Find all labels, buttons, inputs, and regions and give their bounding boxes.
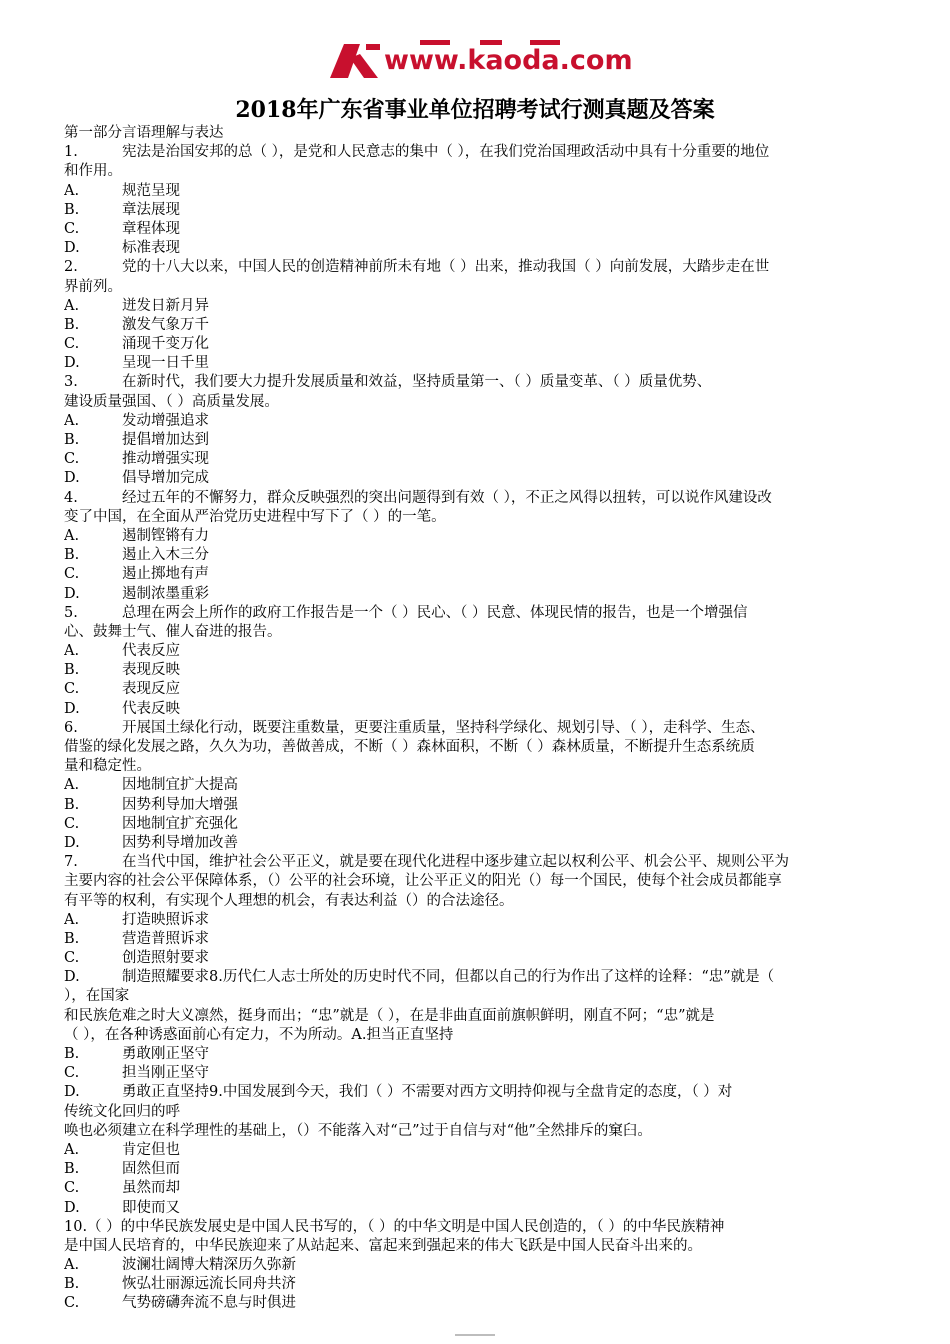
text-line [64, 892, 904, 911]
line-text: 界前列。 [64, 278, 122, 295]
question-number: 2. [64, 259, 78, 276]
line-text: 宪法是治国安邦的总（ ），是党和人民意志的集中（ ），在我们党治国理政活动中具有十分重要的地位 [122, 144, 770, 161]
option-letter: D. [64, 470, 80, 487]
line-text: 因势利导增加改善 [122, 834, 238, 851]
text-line [64, 1007, 904, 1026]
answer-option [64, 431, 904, 450]
text-line [64, 623, 904, 642]
answer-option [64, 1179, 904, 1198]
answer-option [64, 642, 904, 661]
site-logo[interactable] [330, 40, 660, 84]
line-text: 迸发日新月异 [122, 297, 209, 314]
line-text: 党的十八大以来，中国人民的创造精神前所未有地（ ）出来，推动我国（ ）向前发展，大踏步走在世 [122, 259, 770, 276]
option-letter: C. [64, 566, 80, 583]
answer-option [64, 565, 904, 584]
option-letter: B. [64, 1276, 80, 1293]
option-letter: B. [64, 930, 80, 947]
line-text: 遏止入木三分 [122, 547, 209, 564]
line-text: 担当刚正坚守 [122, 1065, 209, 1082]
answer-option [64, 796, 904, 815]
answer-option [64, 700, 904, 719]
option-letter: D. [64, 1199, 80, 1216]
text-line [64, 757, 904, 776]
text-line [64, 162, 904, 181]
document-body [64, 124, 904, 1314]
line-text: 表现反映 [122, 662, 180, 679]
text-line [64, 1122, 904, 1141]
line-text: 呈现一日千里 [122, 355, 209, 372]
answer-option [64, 201, 904, 220]
line-text: 10.（ ）的中华民族发展史是中国人民书写的，（ ）的中华文明是中国人民创造的，（ ）的中华民族精神 [64, 1218, 725, 1235]
line-text: 勇敢刚正坚守 [122, 1046, 209, 1062]
question-list [64, 143, 904, 1313]
answer-option [64, 968, 904, 987]
line-text: 和民族危难之时大义凛然，挺身而出；“忠”就是（ ），在是非曲直面前旗帜鲜明，刚直不阿；“忠”就是 [64, 1007, 715, 1024]
option-letter: B. [64, 1161, 80, 1178]
answer-option [64, 1275, 904, 1294]
option-letter: D. [64, 969, 80, 986]
logo-mark-icon [330, 44, 382, 78]
option-letter: A. [64, 911, 80, 928]
document-title: 2018年广东省事业单位招聘考试行测真题及答案 [235, 97, 715, 123]
question-line [64, 853, 904, 872]
option-letter: B. [64, 547, 80, 564]
answer-option [64, 239, 904, 258]
answer-option [64, 182, 904, 201]
section-heading: 第一部分言语理解与表达 [64, 125, 224, 141]
line-text: 和作用。 [64, 163, 122, 180]
text-line [64, 393, 904, 412]
option-letter: B. [64, 796, 80, 813]
answer-option [64, 1160, 904, 1179]
answer-option [64, 930, 904, 949]
option-letter: C. [64, 1295, 80, 1312]
answer-option [64, 220, 904, 239]
line-text: 借鉴的绿化发展之路，久久为功，善做善成，不断（ ）森林面积，不断（ ）森林质量，不断提升生态系统质 [64, 739, 755, 755]
line-text: 推动增强实现 [122, 451, 209, 468]
line-text: 打造映照诉求 [122, 911, 209, 928]
line-text: 虽然而却 [122, 1180, 180, 1197]
option-letter: A. [64, 1141, 80, 1158]
line-text: 波澜壮阔博大精深历久弥新 [122, 1257, 296, 1274]
option-letter: C. [64, 451, 80, 468]
line-text: 代表反应 [122, 643, 180, 660]
line-text: 因地制宜扩大提高 [122, 777, 238, 794]
option-letter: D. [64, 355, 80, 372]
line-text: 提倡增加达到 [122, 432, 209, 448]
line-text: 涌现千变万化 [122, 336, 209, 353]
answer-option [64, 546, 904, 565]
option-letter: C. [64, 336, 80, 353]
line-text: 有平等的权利，有实现个人理想的机会，有表达利益（）的合法途径。 [64, 892, 514, 909]
line-text: 总理在两会上所作的政府工作报告是一个（ ）民心、（ ）民意、体现民情的报告，也是一个增强信 [122, 604, 748, 621]
line-text: 营造普照诉求 [122, 930, 209, 947]
question-number: 6. [64, 719, 78, 736]
line-text: ），在国家 [64, 988, 130, 1005]
answer-option [64, 527, 904, 546]
text-line [64, 278, 904, 297]
line-text: 变了中国，在全面从严治党历史进程中写下了（ ）的一笔。 [64, 508, 446, 525]
answer-option [64, 661, 904, 680]
line-text: 表现反应 [122, 681, 180, 698]
line-text: 气势磅礴奔流不息与时俱进 [122, 1295, 296, 1312]
option-letter: B. [64, 432, 80, 448]
question-number: 1. [64, 144, 78, 161]
option-letter: D. [64, 700, 80, 717]
option-letter: A. [64, 527, 80, 544]
answer-option [64, 316, 904, 335]
option-letter: C. [64, 950, 80, 967]
line-text: 在新时代，我们要大力提升发展质量和效益，坚持质量第一、（ ）质量变革、（ ）质量优势、 [122, 374, 712, 391]
line-text: 激发气象万千 [122, 316, 209, 333]
answer-option [64, 815, 904, 834]
question-line [64, 258, 904, 277]
answer-option [64, 297, 904, 316]
line-text: 固然但而 [122, 1161, 180, 1178]
line-text: 恢弘壮丽源远流长同舟共济 [122, 1276, 296, 1293]
answer-option [64, 834, 904, 853]
answer-option [64, 949, 904, 968]
option-letter: D. [64, 834, 80, 851]
line-text: 传统文化回归的呼 [64, 1103, 180, 1120]
text-line [64, 1218, 904, 1237]
answer-option [64, 335, 904, 354]
answer-option [64, 412, 904, 431]
option-letter: D. [64, 1084, 80, 1101]
line-text: 遏制浓墨重彩 [122, 585, 209, 602]
line-text: （ ），在各种诱惑面前心有定力，不为所动。A.担当正直坚持 [64, 1026, 454, 1043]
answer-option [64, 1256, 904, 1275]
text-line [64, 987, 904, 1006]
option-letter: A. [64, 182, 80, 199]
answer-option [64, 680, 904, 699]
answer-option [64, 911, 904, 930]
answer-option [64, 354, 904, 373]
option-letter: D. [64, 585, 80, 602]
option-letter: B. [64, 1046, 80, 1062]
line-text: 勇敢正直坚持9.中国发展到今天，我们（ ）不需要对西方文明持仰视与全盘肯定的态度，（ ）对 [122, 1084, 733, 1101]
question-line [64, 719, 904, 738]
line-text: 因势利导加大增强 [122, 796, 238, 813]
option-letter: B. [64, 316, 80, 333]
line-text: 创造照射要求 [122, 950, 209, 967]
option-letter: C. [64, 1065, 80, 1082]
option-letter: C. [64, 1180, 80, 1197]
option-letter: A. [64, 1257, 80, 1274]
question-number: 4. [64, 489, 78, 506]
line-text: 是中国人民培育的，中华民族迎来了从站起来、富起来到强起来的伟大飞跃是中国人民奋斗出来的。 [64, 1237, 702, 1254]
question-number: 5. [64, 604, 78, 621]
line-text: 制造照耀要求8.历代仁人志士所处的历史时代不同，但都以自己的行为作出了这样的诠释：“忠”就是（ [122, 969, 775, 986]
option-letter: B. [64, 662, 80, 679]
line-text: 在当代中国，维护社会公平正义，就是要在现代化进程中逐步建立起以权利公平、机会公平、规则公平为 [122, 854, 789, 871]
answer-option [64, 1064, 904, 1083]
line-text: 即使而又 [122, 1199, 180, 1216]
line-text: 主要内容的社会公平保障体系，（）公平的社会环境，让公平正义的阳光（）每一个国民，使每个社会成员都能享 [64, 873, 782, 890]
question-line [64, 604, 904, 623]
text-line [64, 1103, 904, 1122]
answer-option [64, 469, 904, 488]
answer-option [64, 1294, 904, 1313]
answer-option [64, 1083, 904, 1102]
question-line [64, 489, 904, 508]
text-line [64, 872, 904, 891]
line-text: 遏止掷地有声 [122, 566, 209, 583]
line-text: 代表反映 [122, 700, 180, 717]
line-text: 遏制铿锵有力 [122, 527, 209, 544]
text-line [64, 1026, 904, 1045]
option-letter: D. [64, 240, 80, 257]
page-footer-mark [455, 1334, 495, 1336]
answer-option [64, 776, 904, 795]
option-letter: C. [64, 815, 80, 832]
option-letter: A. [64, 643, 80, 660]
logo-url-text: www.kaoda.com [384, 45, 633, 76]
text-line [64, 508, 904, 527]
line-text: 章法展现 [122, 201, 180, 218]
option-letter: A. [64, 412, 80, 429]
answer-option [64, 585, 904, 604]
question-number: 7. [64, 854, 78, 871]
option-letter: C. [64, 681, 80, 698]
option-letter: A. [64, 777, 80, 794]
option-letter: C. [64, 220, 80, 237]
line-text: 倡导增加完成 [122, 470, 209, 487]
line-text: 唤也必须建立在科学理性的基础上，（）不能落入对“己”过于自信与对“他”全然排斥的窠臼。 [64, 1122, 652, 1139]
line-text: 因地制宜扩充强化 [122, 815, 238, 832]
question-number: 3. [64, 374, 78, 391]
answer-option [64, 1199, 904, 1218]
line-text: 肯定但也 [122, 1141, 180, 1158]
question-line [64, 143, 904, 162]
text-line [64, 738, 904, 757]
line-text: 标准表现 [122, 240, 180, 257]
answer-option [64, 450, 904, 469]
line-text: 心、鼓舞士气、催人奋进的报告。 [64, 623, 282, 640]
answer-option [64, 1141, 904, 1160]
answer-option [64, 1045, 904, 1064]
question-line [64, 373, 904, 392]
line-text: 章程体现 [122, 220, 180, 237]
text-line [64, 1237, 904, 1256]
line-text: 开展国土绿化行动，既要注重数量，更要注重质量，坚持科学绿化、规划引导、（ ），走科学、生态、 [122, 719, 765, 736]
line-text: 发动增强追求 [122, 412, 209, 429]
line-text: 量和稳定性。 [64, 758, 151, 775]
option-letter: A. [64, 297, 80, 314]
option-letter: B. [64, 201, 80, 218]
line-text: 规范呈现 [122, 182, 180, 199]
line-text: 经过五年的不懈努力，群众反映强烈的突出问题得到有效（ ），不正之风得以扭转，可以说作风建设改 [122, 489, 772, 506]
line-text: 建设质量强国、（ ）高质量发展。 [64, 393, 279, 410]
